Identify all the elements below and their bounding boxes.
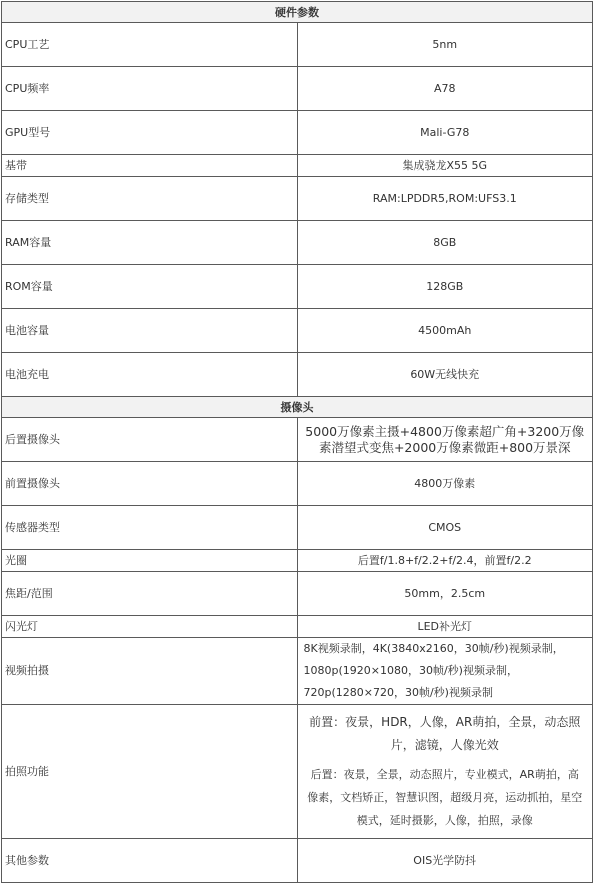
row-value: LED补光灯: [297, 616, 593, 638]
section-row: [2, 2, 593, 23]
row-label: CPU工艺: [2, 23, 298, 67]
row-label: 电池容量: [2, 309, 298, 353]
section-row: [2, 397, 593, 418]
front-features-text: 前置：夜景，HDR，人像，AR萌拍，全景，动态照片，滤镜，人像光效: [309, 715, 581, 752]
table-row: [2, 572, 593, 616]
table-row: [2, 111, 593, 155]
row-value: 5000万像素主摄+4800万像素超广角+3200万像素潜望式变焦+2000万像素微距+800万景深: [297, 418, 593, 462]
row-label: RAM容量: [2, 221, 298, 265]
rear-features-text: 后置：夜景，全景，动态照片，专业模式，AR萌拍，高像素，文档矫正，智慧识图，超级月亮，运动抓拍，星空模式，延时摄影，人像，拍照，录像: [307, 768, 583, 827]
row-value: CMOS: [297, 506, 593, 550]
table-row: [2, 550, 593, 572]
table-row: [2, 616, 593, 638]
table-row: [2, 221, 593, 265]
row-label: 焦距/范围: [2, 572, 298, 616]
row-value: 60W无线快充: [297, 353, 593, 397]
table-row: [2, 506, 593, 550]
row-value: 8GB: [297, 221, 593, 265]
spec-table: [1, 1, 593, 883]
table-row: [2, 418, 593, 462]
row-label: 存储类型: [2, 177, 298, 221]
row-value: 后置f/1.8+f/2.2+f/2.4，前置f/2.2: [297, 550, 593, 572]
table-row: [2, 177, 593, 221]
row-value: OIS光学防抖: [297, 839, 593, 883]
row-label: 电池充电: [2, 353, 298, 397]
row-value: 128GB: [297, 265, 593, 309]
row-value: Mali-G78: [297, 111, 593, 155]
table-row: [2, 353, 593, 397]
row-label: 基带: [2, 155, 298, 177]
row-value: [297, 705, 593, 839]
row-label: 传感器类型: [2, 506, 298, 550]
table-row: [2, 265, 593, 309]
row-value: A78: [297, 67, 593, 111]
row-label: GPU型号: [2, 111, 298, 155]
row-value: 4500mAh: [297, 309, 593, 353]
row-label: 前置摄像头: [2, 462, 298, 506]
table-row: [2, 23, 593, 67]
row-value: RAM:LPDDR5,ROM:UFS3.1: [297, 177, 593, 221]
row-value: 4800万像素: [297, 462, 593, 506]
row-label: 后置摄像头: [2, 418, 298, 462]
row-value: 集成骁龙X55 5G: [297, 155, 593, 177]
table-row: [2, 638, 593, 705]
row-label: 视频拍摄: [2, 638, 298, 705]
row-value: 5nm: [297, 23, 593, 67]
row-label: 拍照功能: [2, 705, 298, 839]
row-label: CPU频率: [2, 67, 298, 111]
row-value: 8K视频录制，4K(3840x2160，30帧/秒)视频录制，1080p(1920×1080，30帧/秒)视频录制，720p(1280×720，30帧/秒)视频录制: [297, 638, 593, 705]
table-row: [2, 155, 593, 177]
row-label: 光圈: [2, 550, 298, 572]
table-row: [2, 462, 593, 506]
table-row: [2, 309, 593, 353]
table-row: [2, 839, 593, 883]
section-title-camera: 摄像头: [2, 397, 593, 418]
row-label: 闪光灯: [2, 616, 298, 638]
row-value: 50mm，2.5cm: [297, 572, 593, 616]
section-title-hardware: 硬件参数: [2, 2, 593, 23]
table-row: [2, 705, 593, 839]
table-row: [2, 67, 593, 111]
row-label: 其他参数: [2, 839, 298, 883]
row-label: ROM容量: [2, 265, 298, 309]
